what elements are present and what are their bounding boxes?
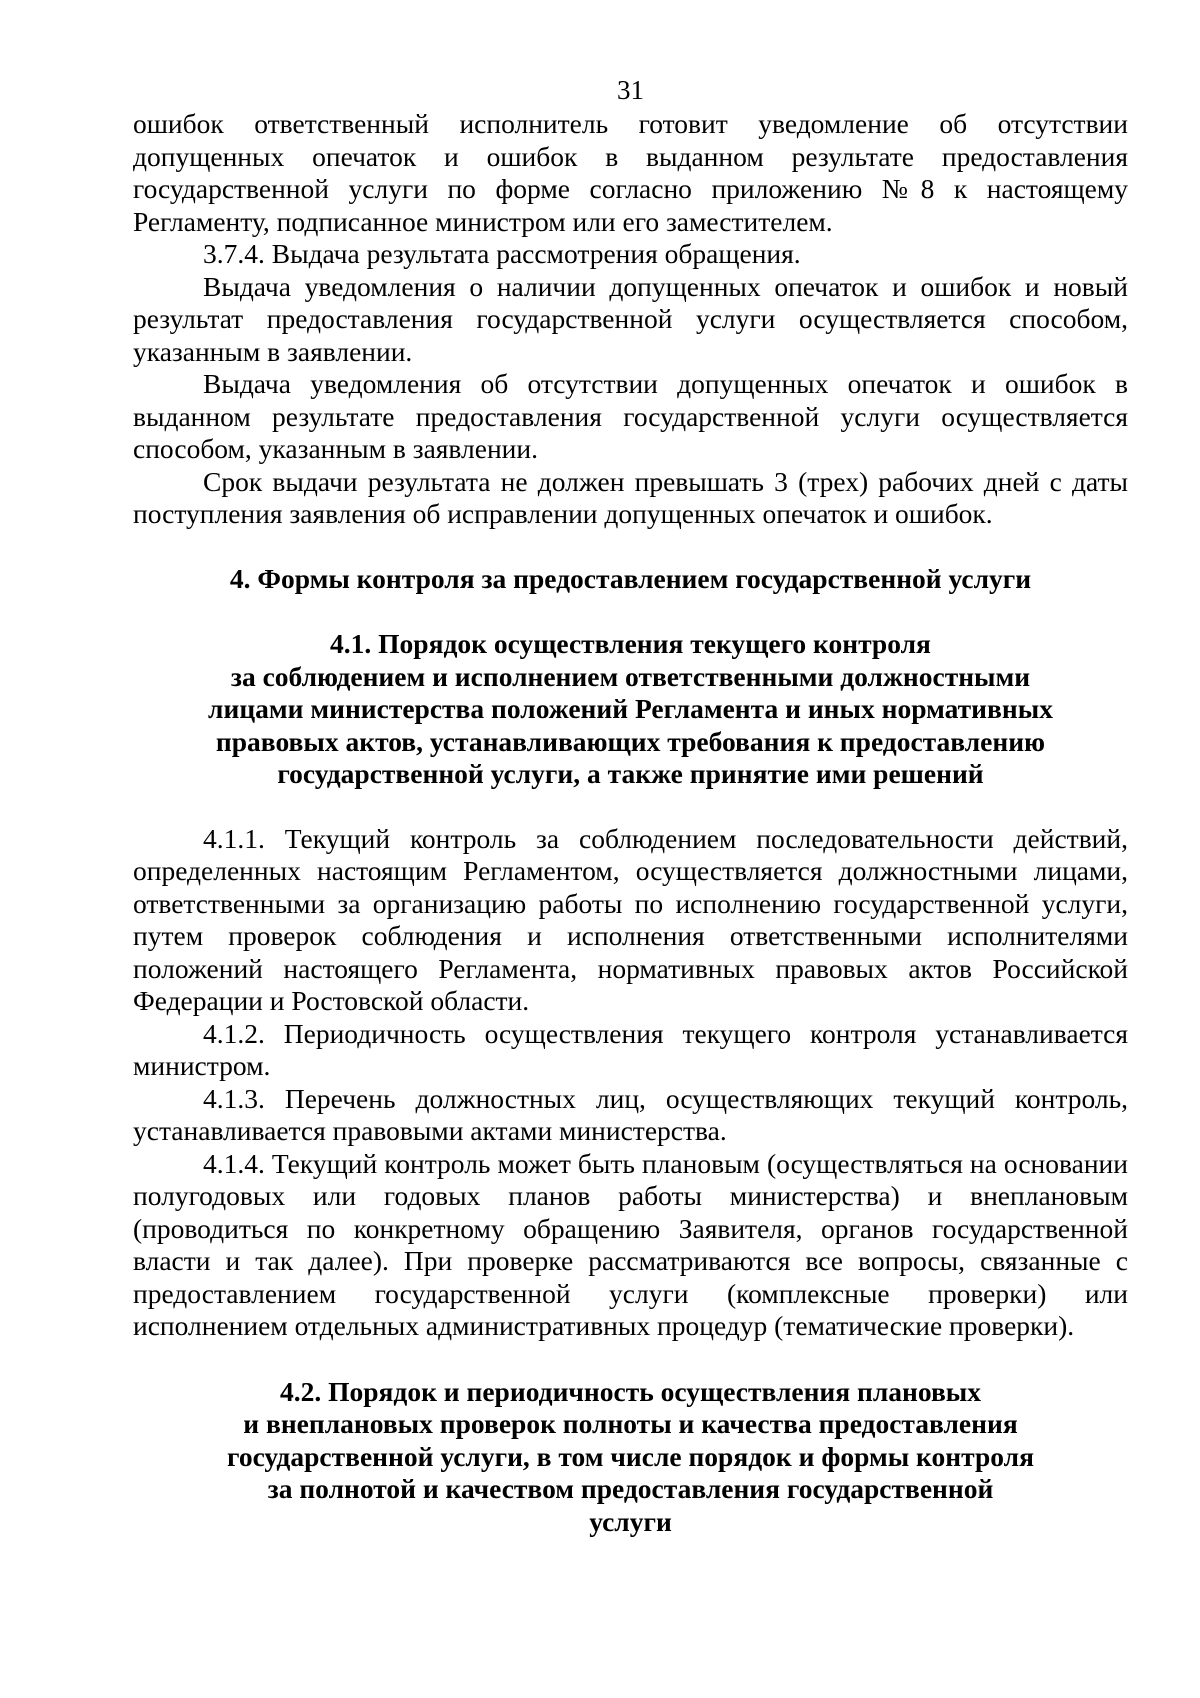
heading-line: государственной услуги, а также принятие ими решений [277, 758, 984, 789]
paragraph-issue-notice-no-errors: Выдача уведомления об отсутствии допущенных опечаток и ошибок в выданном результате предоставления государственной услуги осуществляется способом, указанным в заявлении. [133, 368, 1128, 464]
heading-line: и внеплановых проверок полноты и качества предоставления [243, 1408, 1018, 1439]
heading-line: 4.2. Порядок и периодичность осуществления плановых [279, 1375, 982, 1407]
paragraph-4-1-1: 4.1.1. Текущий контроль за соблюдением последовательности действий, определенных настоящим Регламентом, осуществляется должностными лицами, ответственными за организацию работы по исполнению государственной услуги, путем проверок соблюдения и исполнения ответственными исполнителями положений настоящего Регламента, нормативных правовых актов Российской Федерации и Ростовской области. [133, 822, 1128, 1016]
heading-line: 4.1. Порядок осуществления текущего контроля [330, 628, 931, 659]
document-page [133, 70, 1128, 1538]
paragraph-4-1-3: 4.1.3. Перечень должностных лиц, осуществляющих текущий контроль, устанавливается правовыми актами министерства. [133, 1082, 1128, 1146]
page-number: 31 [617, 75, 644, 105]
paragraph-4-1-4: 4.1.4. Текущий контроль может быть плановым (осуществляться на основании полугодовых или годовых планов работы министерства) и внеплановым (проводиться по конкретному обращению Заявителя, органов государственной власти и так далее). При проверке рассматриваются все вопросы, связанные с предоставлением государственной услуги (комплексные проверки) или исполнением отдельных административных процедур (тематические проверки). [133, 1147, 1128, 1341]
paragraph-issue-deadline: Срок выдачи результата не должен превышать 3 (трех) рабочих дней с даты поступления заявления об исправлении допущенных опечаток и ошибок. [133, 465, 1128, 529]
section-4-1-heading [133, 628, 1128, 791]
paragraph-continuation: ошибок ответственный исполнитель готовит уведомление об отсутствии допущенных опечаток и ошибок в выданном результате предоставления государственной услуги по форме согласно приложению №8 к настоящему Регламенту, подписанное министром или его заместителем. [133, 108, 1128, 237]
paragraph-issue-notice-errors: Выдача уведомления о наличии допущенных опечаток и ошибок и новый результат предоставления государственной услуги осуществляется способом, указанным в заявлении. [133, 270, 1128, 367]
heading-line: государственной услуги, в том числе порядок и формы контроля [227, 1440, 1034, 1472]
section-4-heading: 4. Формы контроля за предоставлением государственной услуги [229, 562, 1032, 594]
heading-line: за полнотой и качеством предоставления государственной [267, 1473, 994, 1504]
section-4-2-heading [133, 1376, 1128, 1539]
heading-line: за соблюдением и исполнением ответственными должностными [230, 660, 1031, 692]
heading-line: лицами министерства положений Регламента и иных нормативных [208, 693, 1053, 724]
paragraph-3-7-4: 3.7.4. Выдача результата рассмотрения обращения. [203, 238, 801, 269]
paragraph-4-1-2: 4.1.2. Периодичность осуществления текущего контроля устанавливается министром. [133, 1017, 1128, 1081]
heading-line: правовых актов, устанавливающих требования к предоставлению [215, 725, 1046, 757]
heading-line: услуги [589, 1505, 672, 1537]
